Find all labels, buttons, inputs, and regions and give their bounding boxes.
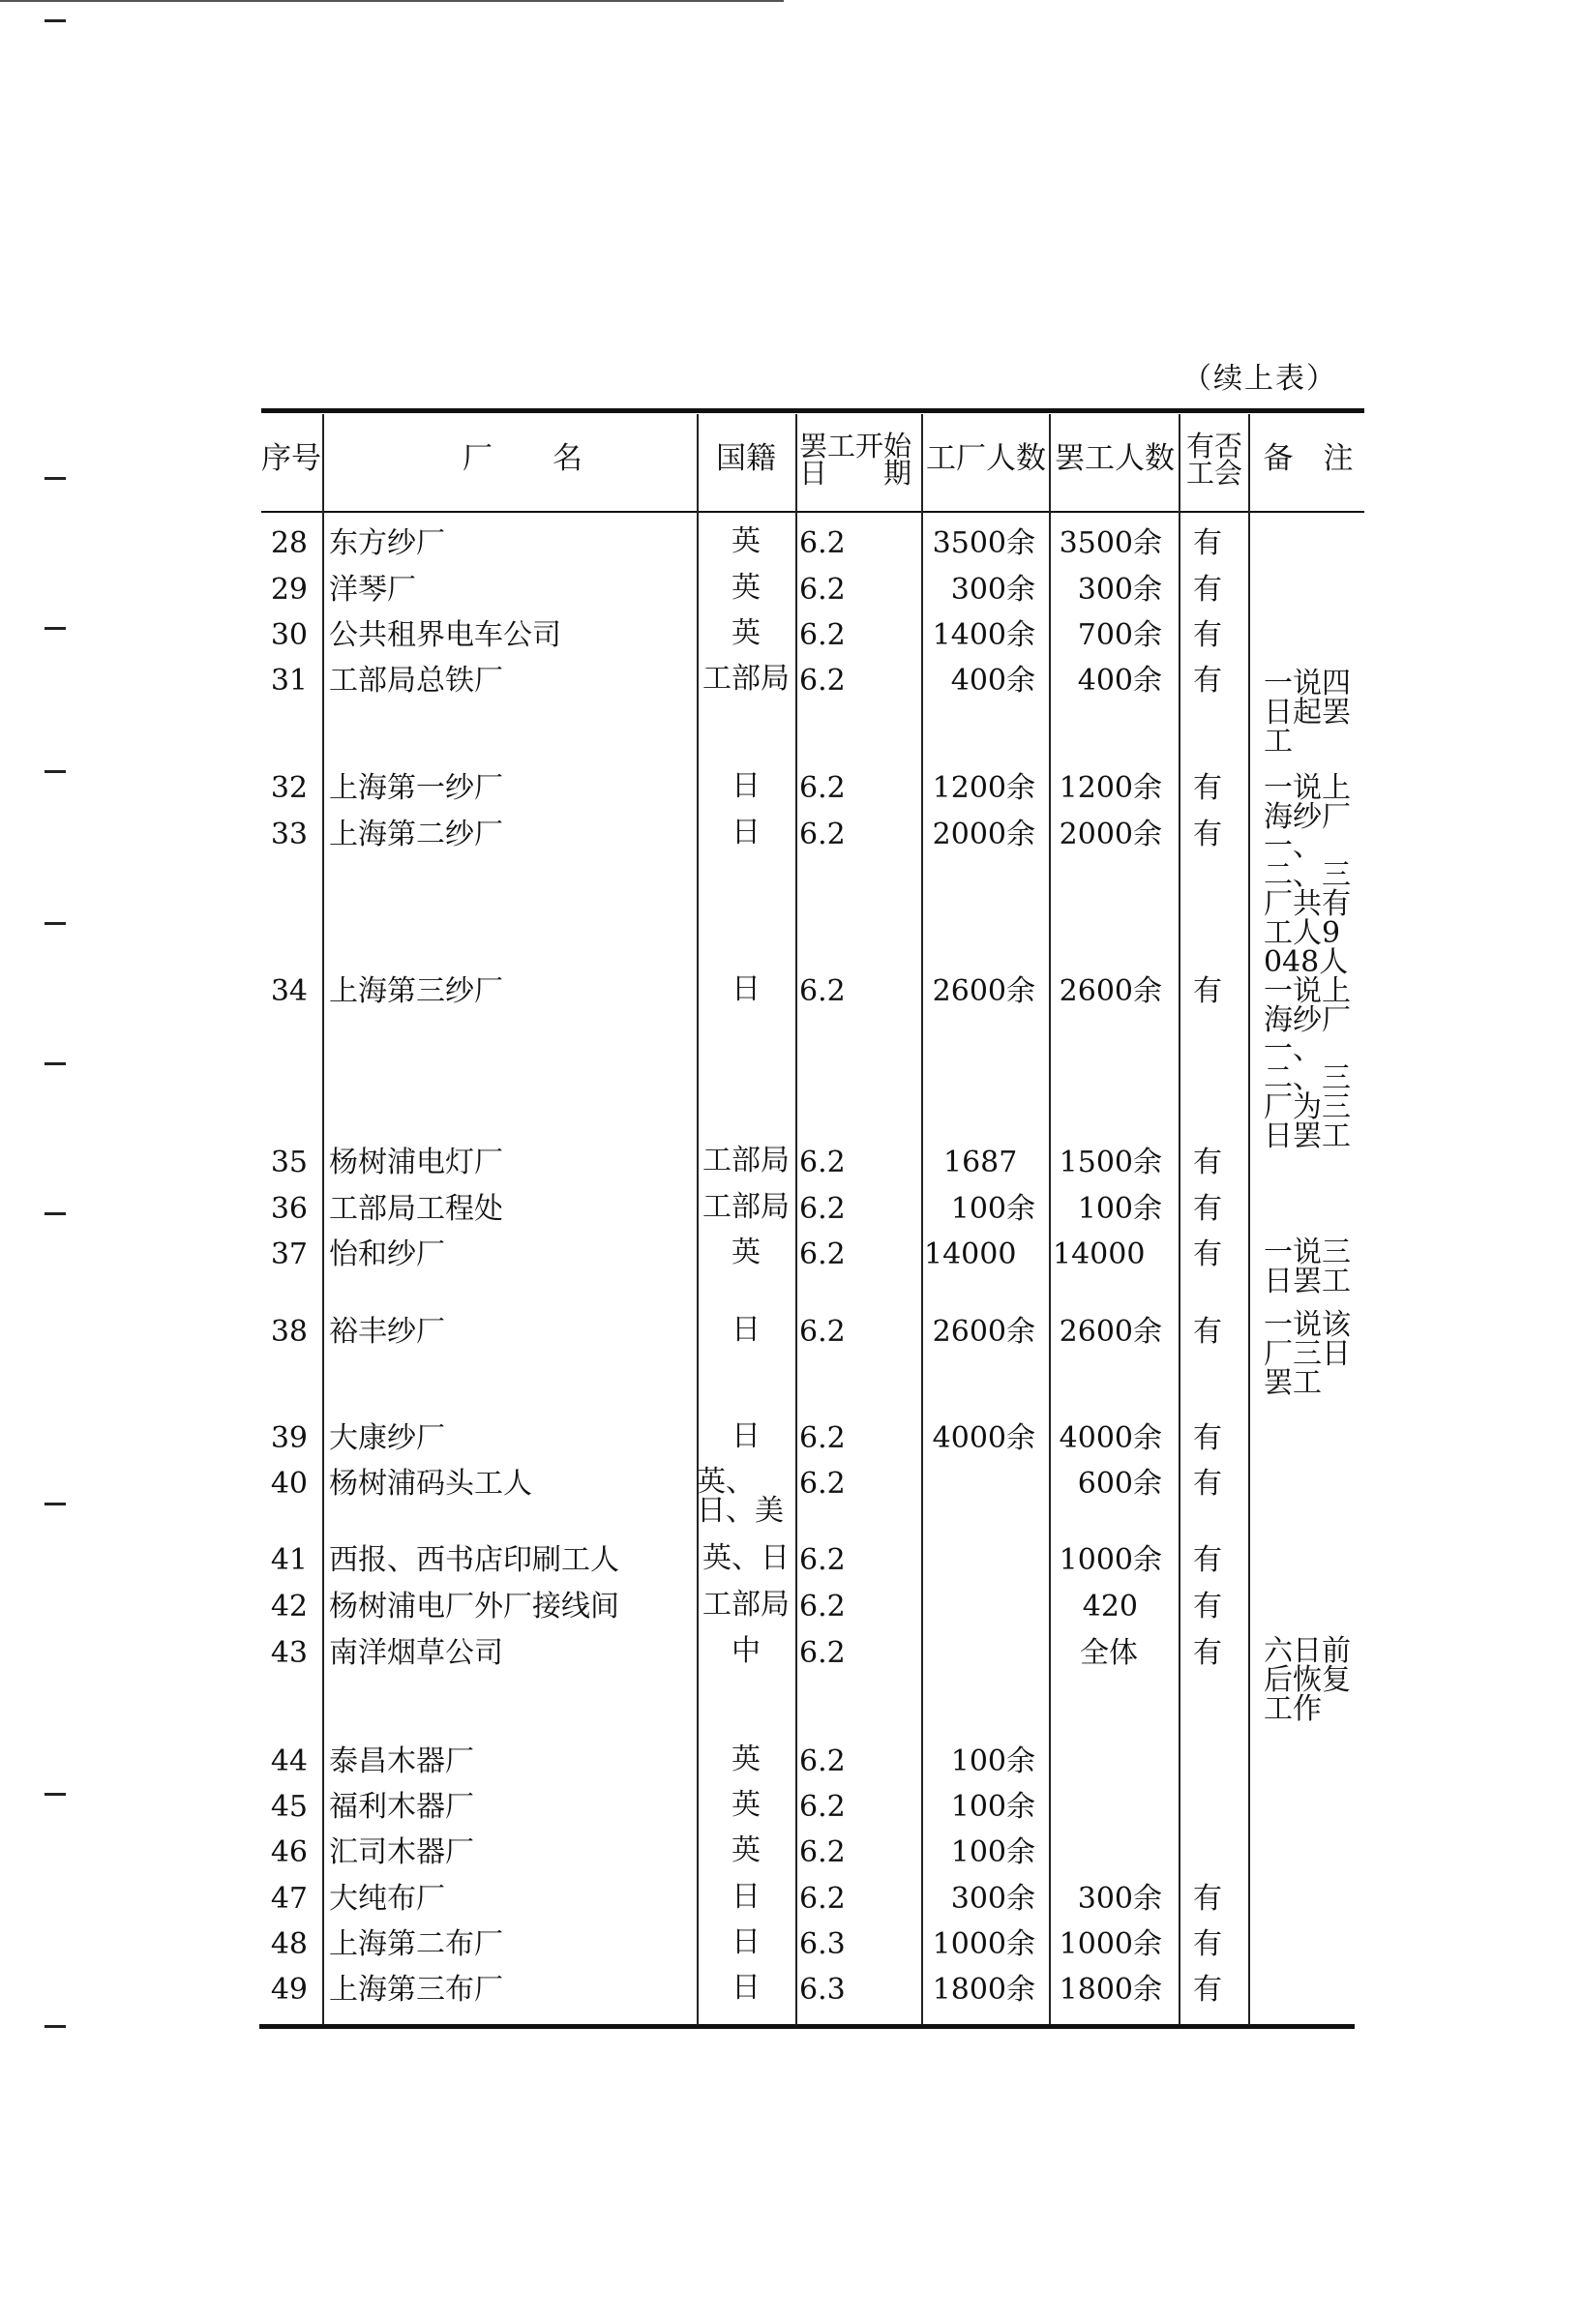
row-number: 49	[270, 1973, 308, 2007]
table-caption: （续上表）	[1182, 362, 1337, 396]
union-status: 有	[1193, 526, 1222, 560]
scan-top-line	[0, 0, 784, 2]
factory-name: 上海第三纱厂	[329, 974, 503, 1008]
row-number: 30	[270, 618, 308, 652]
worker-count: 14000	[924, 1237, 1017, 1271]
remark-note: 一说三日罢工	[1264, 1236, 1351, 1298]
table-row	[0, 1190, 1583, 1226]
margin-mark	[45, 477, 66, 480]
strike-date: 6.2	[799, 573, 846, 607]
table-row	[0, 1925, 1583, 1961]
nationality: 日	[732, 769, 761, 803]
factory-name: 公共租界电车公司	[329, 618, 561, 652]
row-number: 44	[270, 1744, 308, 1778]
union-status: 有	[1193, 1927, 1222, 1961]
table-row	[0, 571, 1583, 607]
strike-date: 6.2	[799, 1790, 846, 1824]
row-number: 48	[270, 1927, 308, 1961]
factory-name: 福利木器厂	[329, 1790, 474, 1824]
header-no: 序号	[261, 441, 321, 476]
table-row	[0, 1833, 1583, 1869]
strike-date: 6.2	[799, 974, 846, 1008]
table-row	[0, 1745, 1583, 1778]
factory-name: 上海第一纱厂	[329, 771, 503, 805]
factory-name: 杨树浦电厂外厂接线间	[329, 1590, 619, 1624]
nationality: 日	[732, 1880, 761, 1914]
strike-date: 6.2	[799, 1543, 846, 1577]
striker-count: 2000余	[1059, 818, 1162, 851]
factory-name: 杨树浦码头工人	[329, 1467, 532, 1501]
striker-count: 700余	[1077, 618, 1162, 652]
strike-date: 6.2	[799, 1882, 846, 1916]
header-remarks: 备 注	[1263, 441, 1354, 476]
worker-count: 100余	[950, 1790, 1035, 1824]
striker-count: 2600余	[1059, 1315, 1162, 1349]
row-number: 38	[270, 1315, 308, 1349]
header-strike-start: 罢工开始日 期	[799, 430, 912, 490]
strike-date: 6.2	[799, 526, 846, 560]
strike-date: 6.2	[799, 618, 846, 652]
factory-name: 工部局总铁厂	[329, 664, 503, 698]
nationality: 英	[732, 1788, 761, 1822]
nationality: 工部局	[702, 662, 790, 696]
nationality: 英、日	[702, 1541, 790, 1575]
union-status: 有	[1193, 1882, 1222, 1916]
row-number: 39	[270, 1421, 308, 1455]
factory-name: 上海第三布厂	[329, 1973, 503, 2007]
table-row	[0, 1971, 1583, 2007]
nationality: 英、日、美	[697, 1465, 784, 1528]
factory-name: 工部局工程处	[329, 1192, 503, 1226]
factory-name: 汇司木器厂	[329, 1835, 474, 1869]
margin-mark	[45, 2025, 66, 2028]
nationality: 日	[732, 1419, 761, 1453]
row-number: 32	[270, 771, 308, 805]
union-status: 有	[1193, 1467, 1222, 1501]
factory-name: 上海第二布厂	[329, 1927, 503, 1961]
factory-name: 大纯布厂	[329, 1882, 445, 1916]
header-workers: 工厂人数	[926, 441, 1046, 476]
nationality: 日	[732, 972, 761, 1006]
header-name: 厂 名	[463, 441, 582, 476]
union-status: 有	[1193, 1192, 1222, 1226]
union-status: 有	[1193, 573, 1222, 607]
union-status: 有	[1193, 1146, 1222, 1179]
table-row	[0, 1880, 1583, 1916]
table-row	[0, 1788, 1583, 1824]
strike-date: 6.3	[799, 1927, 846, 1961]
table-row	[0, 1465, 1583, 1528]
nationality: 英	[732, 524, 761, 558]
nationality: 英	[732, 1743, 761, 1776]
striker-count: 1000余	[1059, 1543, 1162, 1577]
remark-note: 六日前后恢复工作	[1264, 1634, 1351, 1726]
strike-date: 6.2	[799, 818, 846, 851]
row-number: 46	[270, 1835, 308, 1869]
table-row	[0, 1541, 1583, 1577]
table-row	[0, 1588, 1583, 1624]
factory-name: 洋琴厂	[329, 573, 416, 607]
union-status: 有	[1193, 1973, 1222, 2007]
worker-count: 1200余	[932, 771, 1035, 805]
table-bottom-rule	[259, 2024, 1355, 2029]
worker-count: 2000余	[932, 818, 1035, 851]
margin-mark	[45, 19, 66, 22]
row-number: 29	[270, 573, 308, 607]
striker-count: 400余	[1077, 664, 1162, 698]
strike-date: 6.2	[799, 1467, 846, 1501]
striker-count: 1800余	[1059, 1973, 1162, 2007]
row-number: 41	[270, 1543, 308, 1577]
nationality: 英	[732, 571, 761, 605]
worker-count: 300余	[950, 1882, 1035, 1916]
strike-date: 6.2	[799, 1192, 846, 1226]
strike-date: 6.2	[799, 1237, 846, 1271]
factory-name: 泰昌木器厂	[329, 1744, 474, 1778]
worker-count: 400余	[950, 664, 1035, 698]
worker-count: 2600余	[932, 1315, 1035, 1349]
strike-date: 6.2	[799, 1744, 846, 1778]
nationality: 工部局	[702, 1190, 790, 1224]
factory-name: 大康纱厂	[329, 1421, 445, 1455]
worker-count: 1687	[943, 1146, 1018, 1179]
worker-count: 4000余	[932, 1421, 1035, 1455]
worker-count: 100余	[950, 1192, 1035, 1226]
striker-count: 1000余	[1059, 1927, 1162, 1961]
nationality: 日	[732, 1971, 761, 2005]
row-number: 40	[270, 1467, 308, 1501]
nationality: 日	[732, 1925, 761, 1959]
strike-date: 6.3	[799, 1973, 846, 2007]
factory-name: 怡和纱厂	[329, 1237, 445, 1271]
header-union: 有否工会	[1185, 430, 1242, 490]
strike-date: 6.2	[799, 1146, 846, 1179]
worker-count: 1400余	[932, 618, 1035, 652]
worker-count: 100余	[950, 1835, 1035, 1869]
union-status: 有	[1193, 1315, 1222, 1349]
worker-count: 300余	[950, 573, 1035, 607]
table-row	[0, 616, 1583, 652]
row-number: 33	[270, 818, 308, 851]
union-status: 有	[1193, 1636, 1222, 1670]
union-status: 有	[1193, 1421, 1222, 1455]
row-number: 37	[270, 1237, 308, 1271]
striker-count: 300余	[1077, 1882, 1162, 1916]
row-number: 43	[270, 1636, 308, 1670]
remark-note: 一说上海纱厂一、二、三厂共有工人9048人	[1264, 771, 1351, 979]
strike-date: 6.2	[799, 771, 846, 805]
strike-date: 6.2	[799, 1835, 846, 1869]
union-status: 有	[1193, 664, 1222, 698]
worker-count: 1000余	[932, 1927, 1035, 1961]
striker-count: 600余	[1077, 1467, 1162, 1501]
header-rule	[261, 511, 1364, 513]
row-number: 42	[270, 1590, 308, 1624]
worker-count: 2600余	[932, 974, 1035, 1008]
factory-name: 西报、西书店印刷工人	[329, 1543, 619, 1577]
union-status: 有	[1193, 1590, 1222, 1624]
union-status: 有	[1193, 1237, 1222, 1271]
table-row	[0, 524, 1583, 560]
remark-note: 一说四日起罢工	[1264, 667, 1351, 759]
union-status: 有	[1193, 974, 1222, 1008]
factory-name: 杨树浦电灯厂	[329, 1146, 503, 1179]
worker-count: 3500余	[932, 526, 1035, 560]
header-strikers: 罢工人数	[1055, 441, 1175, 476]
strike-date: 6.2	[799, 1421, 846, 1455]
striker-count: 420	[1082, 1590, 1138, 1624]
striker-count: 300余	[1077, 573, 1162, 607]
striker-count: 14000	[1053, 1237, 1146, 1271]
factory-name: 裕丰纱厂	[329, 1315, 445, 1349]
table-row	[0, 1419, 1583, 1455]
margin-mark	[45, 1062, 66, 1065]
union-status: 有	[1193, 618, 1222, 652]
nationality: 中	[732, 1634, 761, 1668]
strike-date: 6.2	[799, 1315, 846, 1349]
striker-count: 3500余	[1059, 526, 1162, 560]
row-number: 31	[270, 664, 308, 698]
remark-note: 一说该厂三日罢工	[1264, 1308, 1351, 1400]
table-top-rule	[261, 408, 1364, 413]
table-row	[0, 1144, 1583, 1179]
union-status: 有	[1193, 818, 1222, 851]
nationality: 日	[732, 816, 761, 849]
row-number: 34	[270, 974, 308, 1008]
nationality: 英	[732, 1236, 761, 1269]
strike-date: 6.2	[799, 664, 846, 698]
nationality: 工部局	[702, 1144, 790, 1177]
row-number: 45	[270, 1790, 308, 1824]
factory-name: 上海第二纱厂	[329, 818, 503, 851]
nationality: 日	[732, 1313, 761, 1347]
row-number: 47	[270, 1882, 308, 1916]
worker-count: 100余	[950, 1744, 1035, 1778]
row-number: 28	[270, 526, 308, 560]
margin-mark	[45, 922, 66, 925]
row-number: 36	[270, 1192, 308, 1226]
strike-date: 6.2	[799, 1590, 846, 1624]
strike-date: 6.2	[799, 1636, 846, 1670]
margin-mark	[45, 1503, 66, 1505]
striker-count: 1200余	[1059, 771, 1162, 805]
striker-count: 2600余	[1059, 974, 1162, 1008]
striker-count: 全体	[1080, 1636, 1138, 1670]
remark-note: 一说上海纱厂一、二、三厂为三日罢工	[1264, 974, 1351, 1153]
factory-name: 南洋烟草公司	[329, 1636, 503, 1670]
nationality: 英	[732, 1833, 761, 1867]
worker-count: 1800余	[932, 1973, 1035, 2007]
striker-count: 1500余	[1059, 1146, 1162, 1179]
nationality: 工部局	[702, 1588, 790, 1622]
nationality: 英	[732, 616, 761, 650]
union-status: 有	[1193, 1543, 1222, 1577]
striker-count: 100余	[1077, 1192, 1162, 1226]
header-nationality: 国籍	[716, 441, 776, 476]
factory-name: 东方纱厂	[329, 526, 445, 560]
union-status: 有	[1193, 771, 1222, 805]
row-number: 35	[270, 1146, 308, 1179]
striker-count: 4000余	[1059, 1421, 1162, 1455]
